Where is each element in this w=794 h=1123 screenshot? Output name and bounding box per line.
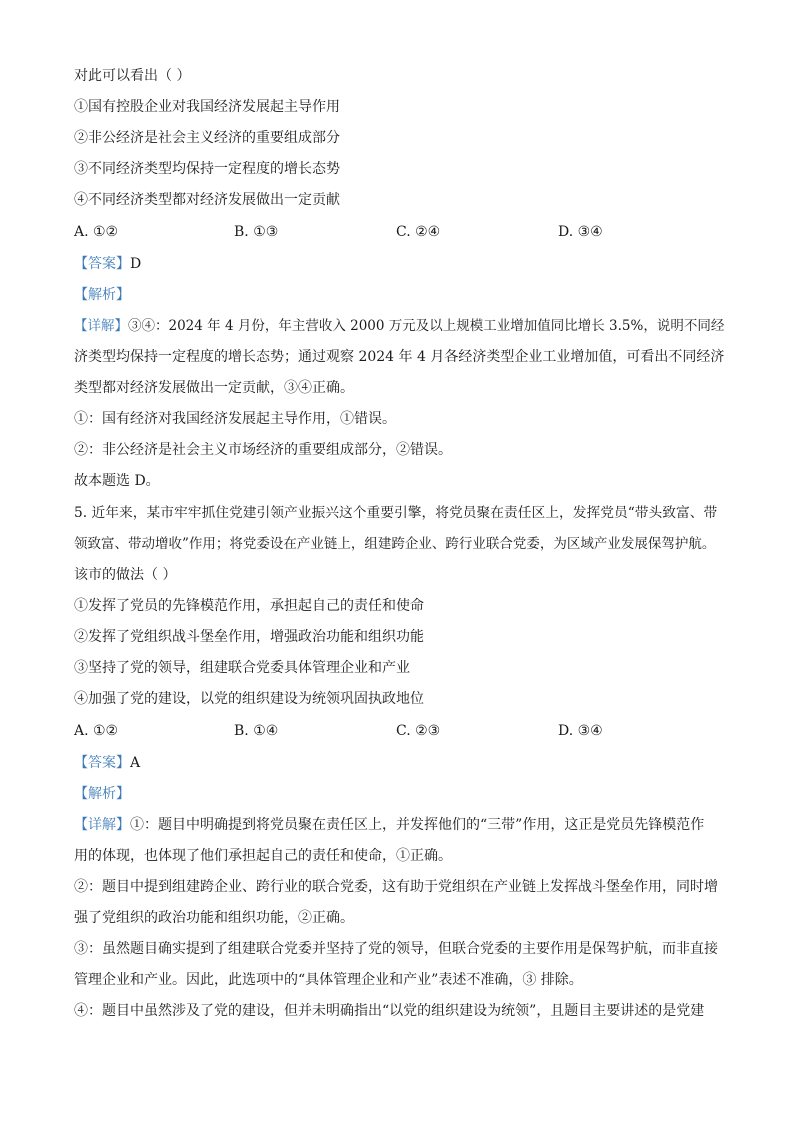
q4-detail-line-3: 类型都对经济发展做出一定贡献，③④正确。 [74, 380, 354, 396]
q5-detail-line-3: ②：题目中提到组建跨企业、跨行业的联合党委，这有助于党组织在产业链上发挥战斗堡垒作用，同时增 [74, 879, 718, 895]
q4-statement-3: ③不同经济类型均保持一定程度的增长态势 [74, 161, 340, 177]
q5-option-c: C. ②③ [396, 723, 441, 739]
q4-statement-4: ④不同经济类型都对经济发展做出一定贡献 [74, 192, 340, 208]
q5-option-a: A. ①② [74, 723, 119, 739]
q4-detail-line-1 [74, 316, 724, 336]
q4-option-d: D. ③④ [558, 224, 603, 240]
q4-detail-line-5: ②：非公经济是社会主义市场经济的重要组成部分，②错误。 [74, 442, 452, 458]
q5-options [74, 721, 724, 741]
q4-statement-2: ②非公经济是社会主义经济的重要组成部分 [74, 130, 340, 146]
q5-detail-line-6: 管理企业和产业。因此，此选项中的“具体管理企业和产业”表述不准确，③ 排除。 [74, 972, 583, 988]
q5-analysis-tag [74, 784, 724, 804]
q5-detail-line-2: 用的体现，也体现了他们承担起自己的责任和使命，①正确。 [74, 848, 452, 864]
q5-statement-1: ①发挥了党员的先锋模范作用，承担起自己的责任和使命 [74, 598, 424, 614]
q4-detail-line-6: 故本题选 D。 [74, 473, 160, 489]
q5-stem-line-3: 该市的做法（ ） [74, 567, 177, 583]
q5-detail-line-4: 强了党组织的政治功能和组织功能，②正确。 [74, 910, 354, 926]
q5-detail-line-5: ③：虽然题目确实提到了组建联合党委并坚持了党的领导，但联合党委的主要作用是保驾护航，而非直接 [74, 941, 718, 957]
q5-detail-text-1: ①：题目中明确提到将党员聚在责任区上，并发挥他们的“三带”作用，这正是党员先锋模范作 [130, 817, 705, 833]
q4-option-b: B. ①③ [234, 224, 279, 240]
q5-statement-4: ④加强了党的建设，以党的组织建设为统领巩固执政地位 [74, 691, 424, 707]
q5-option-b: B. ①④ [234, 723, 279, 739]
q5-statement-3: ③坚持了党的领导，组建联合党委具体管理企业和产业 [74, 660, 410, 676]
analysis-tag: 【解析】 [74, 786, 130, 802]
answer-tag: 【答案】 [74, 256, 130, 272]
q5-detail-line-1 [74, 815, 724, 835]
q5-stem-line-1: 5. 近年来，某市牢牢抓住党建引领产业振兴这个重要引擎，将党员聚在责任区上，发挥党员“带头致富、带 [74, 505, 718, 521]
q5-answer [74, 753, 724, 773]
q5-option-d: D. ③④ [558, 723, 603, 739]
q4-answer-value: D [130, 256, 142, 272]
q5-statement-2: ②发挥了党组织战斗堡垒作用，增强政治功能和组织功能 [74, 629, 424, 645]
answer-tag: 【答案】 [74, 755, 130, 771]
q5-answer-value: A [130, 755, 141, 771]
detail-tag: 【详解】 [74, 817, 130, 833]
q4-detail-line-2: 济类型均保持一定程度的增长态势；通过观察 2024 年 4 月各经济类型企业工业增加值，可看出不同经济 [74, 349, 725, 365]
q4-statement-1: ①国有控股企业对我国经济发展起主导作用 [74, 99, 340, 115]
q4-option-c: C. ②④ [396, 224, 441, 240]
q4-answer [74, 254, 724, 274]
q4-detail-line-4: ①：国有经济对我国经济发展起主导作用，①错误。 [74, 411, 396, 427]
q4-options [74, 222, 724, 242]
q5-stem-line-2: 领致富、带动增收”作用；将党委设在产业链上，组建跨企业、跨行业联合党委，为区域产业发展保驾护航。 [74, 536, 716, 552]
detail-tag: 【详解】 [74, 318, 128, 334]
q5-detail-line-7: ④：题目中虽然涉及了党的建设，但并未明确指出“以党的组织建设为统领”，且题目主要讲述的是党建 [74, 1003, 705, 1019]
q4-detail-text-1: ③④：2024 年 4 月份，年主营收入 2000 万元及以上规模工业增加值同比增长 3.5%，说明不同经 [128, 318, 725, 334]
q4-option-a: A. ①② [74, 224, 119, 240]
q4-stem-end: 对此可以看出（ ） [74, 68, 191, 84]
q4-analysis-tag [74, 285, 724, 305]
analysis-tag: 【解析】 [74, 287, 130, 303]
